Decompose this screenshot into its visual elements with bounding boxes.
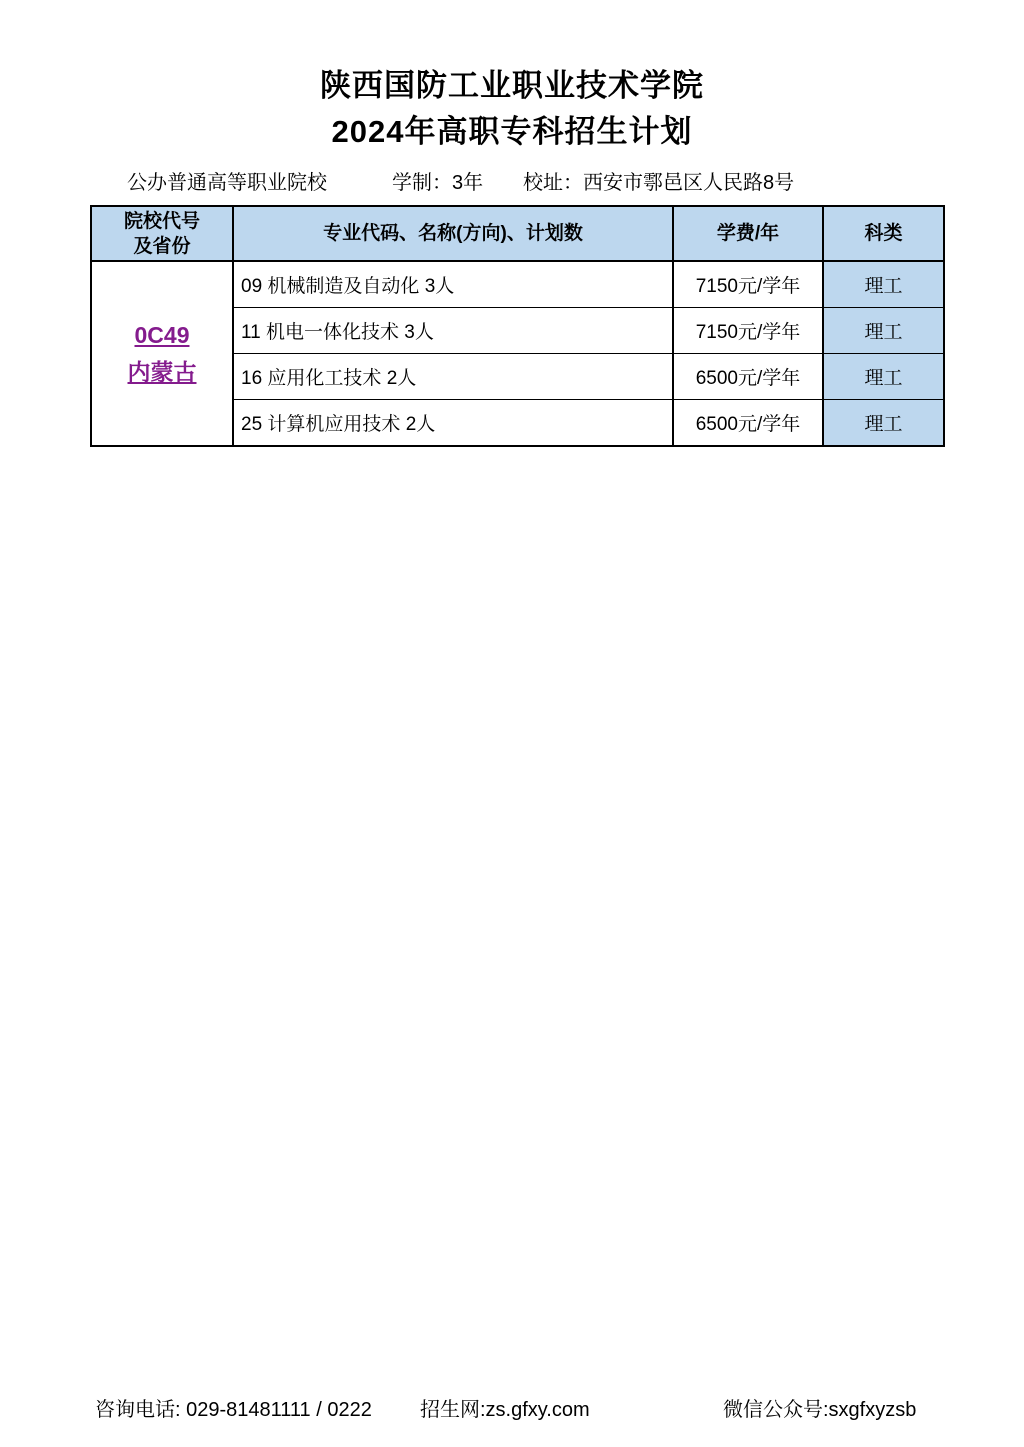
study-duration-label: 学制：3年: [392, 172, 484, 194]
college-code-link[interactable]: 0C49: [134, 321, 190, 348]
enrollment-plan-table: [90, 205, 945, 447]
header-tuition: 学费/年: [673, 206, 823, 261]
header-college-code-line2: 及省份: [133, 235, 191, 257]
category-cell: 理工: [823, 261, 944, 308]
category-cell: 理工: [823, 308, 944, 354]
header-college-code: [91, 206, 233, 261]
tuition-cell: 6500元/学年: [673, 354, 823, 400]
tuition-cell: 6500元/学年: [673, 400, 823, 447]
category-cell: 理工: [823, 354, 944, 400]
header-college-code-line1: 院校代号: [123, 210, 200, 232]
header-major: 专业代码、名称(方向)、计划数: [233, 206, 673, 261]
table-row: [91, 261, 944, 308]
tuition-cell: 7150元/学年: [673, 261, 823, 308]
footer-wechat-label: 微信公众号:sxgfxyzsb: [723, 1399, 917, 1421]
footer-website-label: 招生网:zs.gfxy.com: [420, 1399, 590, 1421]
footer-phone-label: 咨询电话: 029-81481111 / 0222: [95, 1399, 372, 1421]
college-code-cell: [91, 261, 233, 446]
school-info-line: [0, 166, 1024, 194]
tuition-cell: 7150元/学年: [673, 308, 823, 354]
campus-address-label: 校址：西安市鄠邑区人民路8号: [523, 172, 795, 194]
category-cell: 理工: [823, 400, 944, 447]
school-type-label: 公办普通高等职业院校: [127, 172, 327, 194]
major-cell: 25 计算机应用技术 2人: [233, 400, 673, 447]
major-cell: 09 机械制造及自动化 3人: [233, 261, 673, 308]
province-link[interactable]: 内蒙古: [127, 358, 197, 385]
table-header-row: [91, 206, 944, 261]
footer-contact-line: [0, 1393, 1024, 1423]
major-cell: 11 机电一体化技术 3人: [233, 308, 673, 354]
page-title: 陕西国防工业职业技术学院: [320, 68, 704, 103]
header-category: 科类: [823, 206, 944, 261]
major-cell: 16 应用化工技术 2人: [233, 354, 673, 400]
page-subtitle: 2024年高职专科招生计划: [331, 114, 693, 149]
